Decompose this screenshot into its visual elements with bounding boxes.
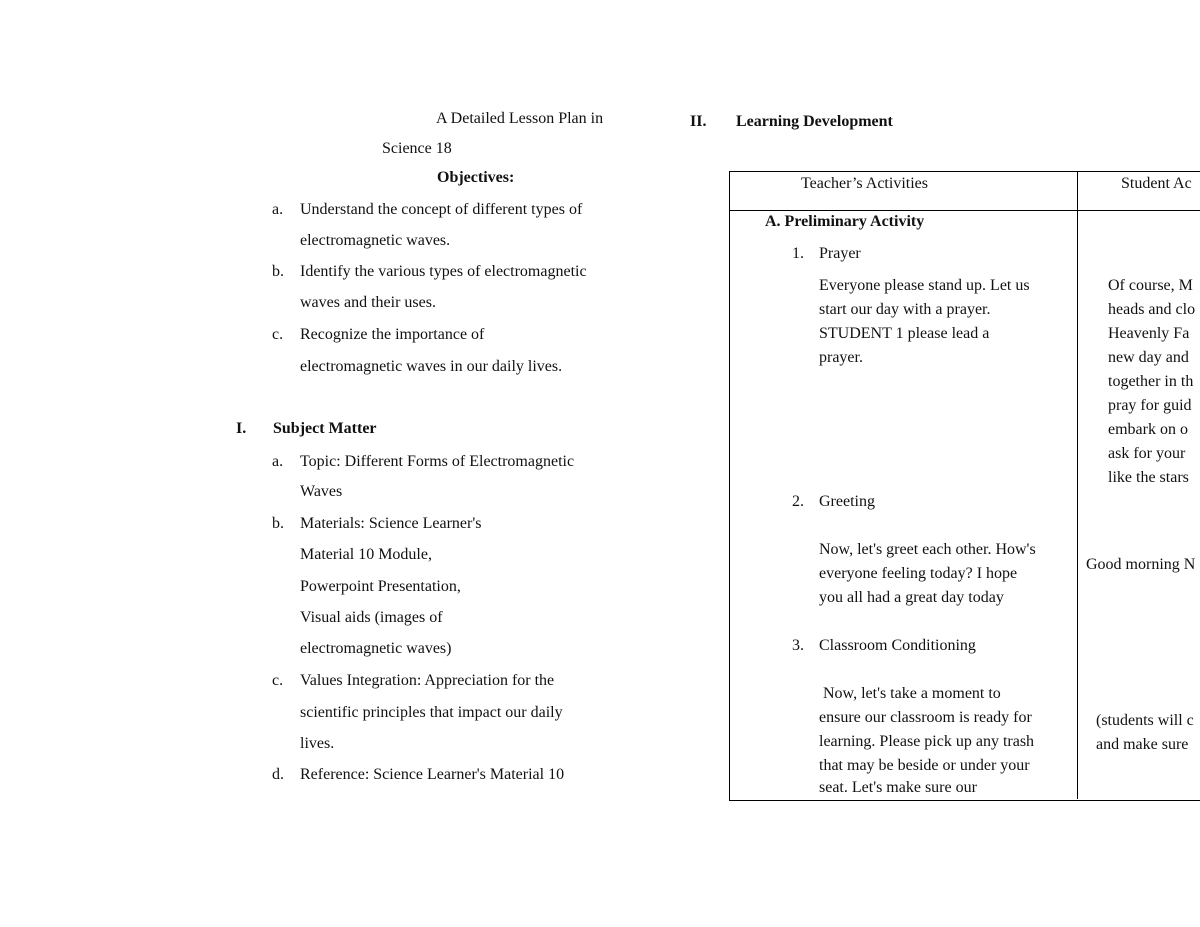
item-number: 2. — [792, 493, 804, 510]
list-item-letter: b. — [272, 515, 284, 532]
list-item-text: Topic: Different Forms of Electromagnetic — [300, 453, 575, 470]
student-text: Heavenly Fa — [1108, 325, 1190, 342]
student-text: ask for your — [1108, 445, 1186, 462]
teacher-text: seat. Let's make sure our — [819, 779, 977, 796]
document-title-line1: A Detailed Lesson Plan in — [436, 110, 604, 127]
table-header-student: Student Ac — [1121, 175, 1192, 192]
list-item-text: Materials: Science Learner's — [300, 515, 482, 532]
teacher-text: you all had a great day today — [819, 589, 1004, 606]
list-item-text: waves and their uses. — [300, 294, 436, 311]
teacher-text: that may be beside or under your — [819, 757, 1030, 774]
list-item-text: Recognize the importance of — [300, 326, 485, 343]
student-text: new day and — [1108, 349, 1189, 366]
student-text: (students will c — [1096, 712, 1194, 729]
objectives-heading: Objectives: — [437, 169, 515, 186]
teacher-text: start our day with a prayer. — [819, 301, 991, 318]
student-text: heads and clo — [1108, 301, 1196, 318]
student-text: and make sure — [1096, 736, 1189, 753]
list-item-text: scientific principles that impact our daily — [300, 704, 563, 721]
list-item-text: electromagnetic waves. — [300, 232, 451, 249]
list-item-text: Powerpoint Presentation, — [300, 578, 461, 595]
list-item-text: electromagnetic waves in our daily lives. — [300, 358, 563, 375]
table-header-divider — [729, 210, 1200, 211]
teacher-text: ensure our classroom is ready for — [819, 709, 1032, 726]
list-item-letter: a. — [272, 453, 284, 470]
list-item-letter: c. — [272, 672, 284, 689]
item-title: Greeting — [819, 493, 875, 510]
list-item-letter: a. — [272, 201, 284, 218]
teacher-text: prayer. — [819, 349, 863, 366]
preliminary-activity-label: A. Preliminary Activity — [765, 213, 925, 230]
teacher-text: Now, let's take a moment to — [819, 685, 1001, 702]
list-item-text: Reference: Science Learner's Material 10 — [300, 766, 565, 783]
student-text: Good morning N — [1086, 556, 1196, 573]
list-item-letter: d. — [272, 766, 284, 783]
list-item-text: lives. — [300, 735, 335, 752]
teacher-text: everyone feeling today? I hope — [819, 565, 1018, 582]
student-text: like the stars — [1108, 469, 1189, 486]
section-numeral: I. — [236, 420, 247, 437]
item-title: Classroom Conditioning — [819, 637, 976, 654]
list-item-text: Waves — [300, 483, 343, 500]
teacher-text: Everyone please stand up. Let us — [819, 277, 1030, 294]
list-item-letter: b. — [272, 263, 284, 280]
teacher-text: learning. Please pick up any trash — [819, 733, 1035, 750]
student-text: pray for guid — [1108, 397, 1192, 414]
student-text: together in th — [1108, 373, 1194, 390]
table-column-divider — [1077, 171, 1078, 799]
item-number: 1. — [792, 245, 804, 262]
list-item-text: electromagnetic waves) — [300, 640, 452, 657]
list-item-text: Visual aids (images of — [300, 609, 443, 626]
student-text: embark on o — [1108, 421, 1188, 438]
document-title-line2: Science 18 — [382, 140, 452, 157]
section-title: Learning Development — [736, 113, 893, 130]
list-item-text: Values Integration: Appreciation for the — [300, 672, 555, 689]
list-item-letter: c. — [272, 326, 284, 343]
section-title: Subject Matter — [273, 420, 377, 437]
student-text: Of course, M — [1108, 277, 1193, 294]
list-item-text: Material 10 Module, — [300, 546, 432, 563]
teacher-text: STUDENT 1 please lead a — [819, 325, 990, 342]
list-item-text: Identify the various types of electromagnetic — [300, 263, 587, 280]
teacher-text: Now, let's greet each other. How's — [819, 541, 1036, 558]
item-title: Prayer — [819, 245, 861, 262]
item-number: 3. — [792, 637, 804, 654]
list-item-text: Understand the concept of different types of — [300, 201, 583, 218]
section-numeral: II. — [690, 113, 707, 130]
table-header-teacher: Teacher’s Activities — [801, 175, 928, 192]
